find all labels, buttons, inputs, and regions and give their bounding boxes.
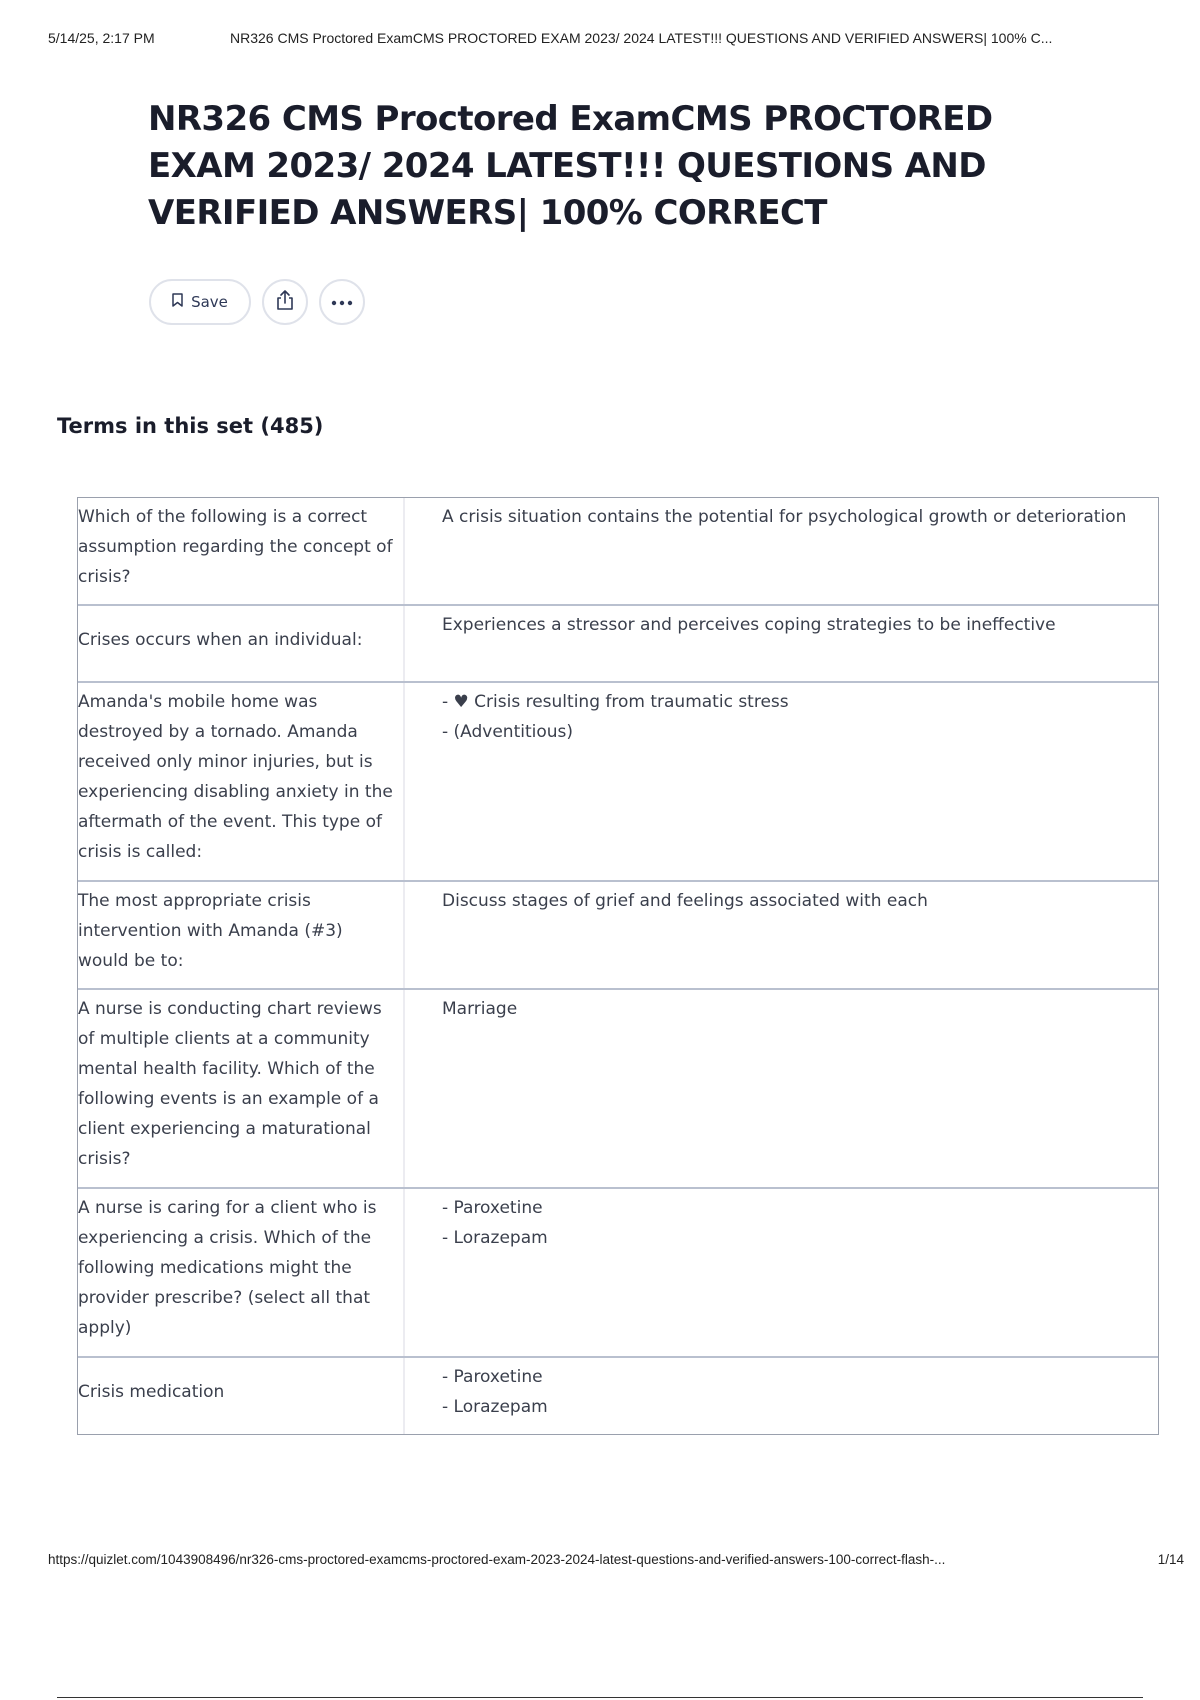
term-row (78, 498, 1158, 604)
page-number: 1/14 (1157, 1552, 1184, 1567)
term-row (78, 880, 1158, 988)
term-text: Which of the following is a correct assumption regarding the concept of crisis? (78, 498, 405, 604)
definition-text: - Paroxetine - Lorazepam (442, 1367, 548, 1417)
definition-text: Discuss stages of grief and feelings associated with each (442, 891, 928, 911)
more-options-button[interactable] (319, 279, 365, 325)
term-row (78, 1187, 1158, 1356)
term-text: Amanda's mobile home was destroyed by a tornado. Amanda received only minor injuries, but is experiencing disabling anxiety in the aftermath of the event. This type of crisis is called: (78, 683, 405, 880)
more-icon (331, 293, 353, 311)
term-text: Crises occurs when an individual: (78, 606, 405, 681)
definition-text: A crisis situation contains the potential for psychological growth or deterioration (442, 507, 1127, 527)
page-divider (57, 1697, 1143, 1698)
terms-table (77, 497, 1159, 1435)
save-button[interactable] (149, 279, 251, 325)
page-title: NR326 CMS Proctored ExamCMS PROCTORED EXAM 2023/ 2024 LATEST!!! QUESTIONS AND VERIFIED ANSWERS| 100% CORRECT (148, 99, 993, 233)
term-row (78, 988, 1158, 1187)
share-button[interactable] (262, 279, 308, 325)
print-footer (48, 1552, 1184, 1572)
print-header (48, 30, 1180, 50)
term-text: The most appropriate crisis intervention with Amanda (#3) would be to: (78, 882, 405, 988)
print-date: 5/14/25, 2:17 PM (48, 30, 155, 46)
term-row (78, 604, 1158, 681)
term-text: Crisis medication (78, 1358, 405, 1434)
term-text: A nurse is conducting chart reviews of multiple clients at a community mental health facility. Which of the following events is an example of a client experiencing a maturational crisis? (78, 990, 405, 1187)
page-url: https://quizlet.com/1043908496/nr326-cms-proctored-examcms-proctored-exam-2023-2024-latest-questions-and-verified-answers-100-correct-flash-... (48, 1552, 946, 1567)
definition-text: - ♥ Crisis resulting from traumatic stress - (Adventitious) (442, 692, 789, 742)
definition-text: Marriage (442, 999, 518, 1019)
definition-text: Experiences a stressor and perceives coping strategies to be ineffective (442, 615, 1056, 635)
bookmark-icon (172, 293, 183, 311)
term-row (78, 681, 1158, 880)
save-label: Save (191, 293, 228, 311)
definition-text: - Paroxetine - Lorazepam (442, 1198, 548, 1248)
share-icon (275, 289, 295, 316)
term-text: A nurse is caring for a client who is experiencing a crisis. Which of the following medications might the provider prescribe? (select all that apply) (78, 1189, 405, 1356)
print-document-title: NR326 CMS Proctored ExamCMS PROCTORED EXAM 2023/ 2024 LATEST!!! QUESTIONS AND VERIFIED ANSWERS| 100% C... (230, 30, 1053, 46)
terms-count-heading: Terms in this set (485) (57, 414, 324, 438)
term-row (78, 1356, 1158, 1434)
action-bar (149, 279, 365, 325)
